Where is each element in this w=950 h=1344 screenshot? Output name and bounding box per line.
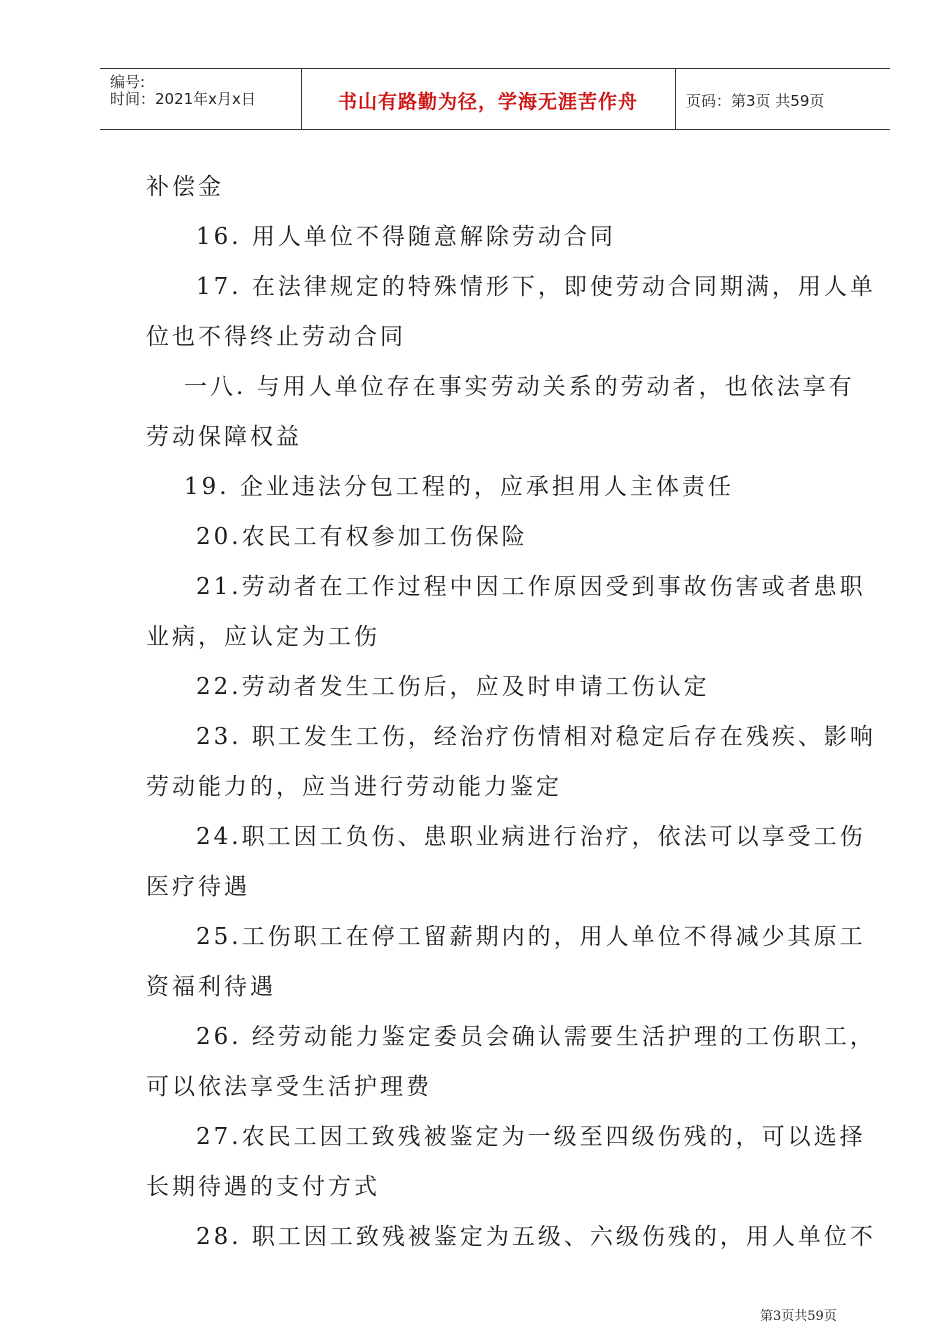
body-line: 劳动能力的，应当进行劳动能力鉴定: [146, 774, 562, 800]
body-line: 劳动保障权益: [146, 424, 302, 450]
body-line: 27.农民工因工致残被鉴定为一级至四级伤残的，可以选择: [196, 1124, 866, 1150]
body-line: 资福利待遇: [146, 974, 276, 1000]
document-number-label: 编号:: [110, 73, 146, 91]
header-page-cell: [676, 69, 890, 129]
body-line: 26. 经劳动能力鉴定委员会确认需要生活护理的工伤职工，: [196, 1024, 876, 1050]
header-page-info: 页码：第3页 共59页: [686, 92, 825, 110]
page-footer: 第3页共59页: [760, 1309, 837, 1324]
body-line: 长期待遇的支付方式: [146, 1174, 380, 1200]
body-line: 25.工伤职工在停工留薪期内的，用人单位不得减少其原工: [196, 924, 866, 950]
document-time-label: 时间：2021年x月x日: [110, 90, 256, 108]
document-header: [100, 68, 890, 130]
header-motto-cell: [301, 69, 676, 129]
body-line: 21.劳动者在工作过程中因工作原因受到事故伤害或者患职: [196, 574, 866, 600]
body-line: 24.职工因工负伤、患职业病进行治疗，依法可以享受工伤: [196, 824, 866, 850]
body-line: 16. 用人单位不得随意解除劳动合同: [196, 224, 616, 250]
body-line: 位也不得终止劳动合同: [146, 324, 406, 350]
body-line: 补偿金: [146, 174, 224, 200]
body-line: 可以依法享受生活护理费: [146, 1074, 432, 1100]
body-line: 23. 职工发生工伤，经治疗伤情相对稳定后存在残疾、影响: [196, 724, 876, 750]
body-line: 业病，应认定为工伤: [146, 624, 380, 650]
header-meta-cell: [100, 69, 302, 129]
header-motto: 书山有路勤为径，学海无涯苦作舟: [337, 91, 638, 113]
body-line: 19. 企业违法分包工程的，应承担用人主体责任: [184, 474, 734, 500]
body-line: 17. 在法律规定的特殊情形下，即使劳动合同期满，用人单: [196, 274, 876, 300]
body-line: 22.劳动者发生工伤后，应及时申请工伤认定: [196, 674, 710, 700]
body-line: 28. 职工因工致残被鉴定为五级、六级伤残的，用人单位不: [196, 1224, 876, 1250]
body-line: 医疗待遇: [146, 874, 250, 900]
body-line: 一八. 与用人单位存在事实劳动关系的劳动者，也依法享有: [184, 374, 855, 400]
body-line: 20.农民工有权参加工伤保险: [196, 524, 528, 550]
